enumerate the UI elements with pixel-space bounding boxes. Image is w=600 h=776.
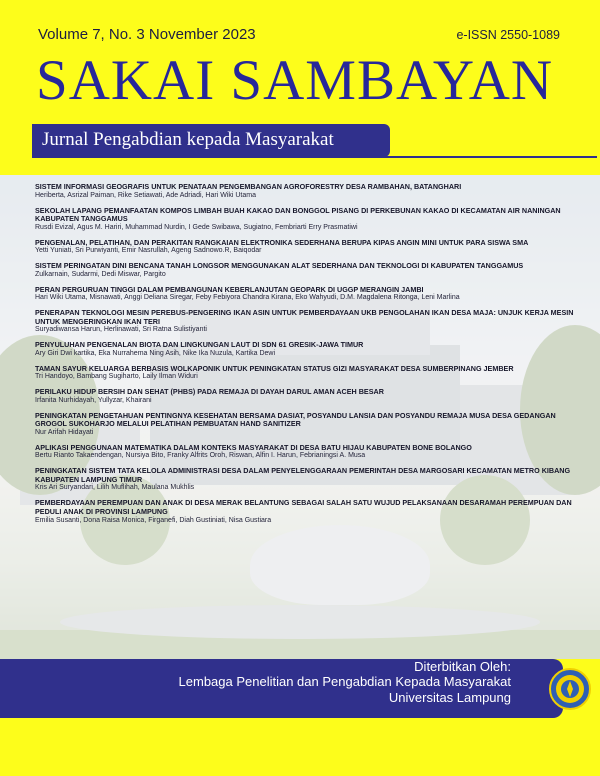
article-item (35, 341, 580, 358)
article-item (35, 207, 580, 233)
article-title: PEMBERDAYAAN PEREMPUAN DAN ANAK DI DESA MERAK BELANTUNG SEBAGAI SALAH SATU WUJUD PELAKSANAAN DESARAMAH PEREMPUAN DAN PEDULI ANAK DI PROVINSI LAMPUNG (35, 498, 572, 516)
article-authors: Hari Wiki Utama, Misnawati, Anggi Deliana Siregar, Feby Febiyora Chandra Kirana, Eko Wahyudi, D.M. Magdalena Ritonga, Leni Marlina (35, 294, 460, 302)
article-authors: Kris Ari Suryandari, Lilih Muflihah, Maulana Mukhlis (35, 484, 195, 492)
article-title: TAMAN SAYUR KELUARGA BERBASIS WOLKAPONIK UNTUK PENINGKATAN STATUS GIZI MASYARAKAT DESA SUMBERPINANG JEMBER (35, 363, 514, 373)
article-authors: Zulkarnain, Sudarmi, Dedi Miswar, Pargito (35, 270, 166, 278)
university-logo-icon (549, 667, 591, 711)
article-authors: Irfanita Nurhidayah, Yullyzar, Khairani (35, 396, 152, 404)
volume-issue: Volume 7, No. 3 November 2023 (38, 26, 256, 43)
article-title: PERAN PERGURUAN TINGGI DALAM PEMBANGUNAN KEBERLANJUTAN GEOPARK DI UGGP MERANGIN JAMBI (35, 284, 424, 294)
article-title: PENINGKATAN SISTEM TATA KELOLA ADMINISTRASI DESA DALAM PENYELENGGARAAN PEMERINTAH DESA MARGOSARI KECAMATAN METRO KIBANG KABUPATEN LAMPUNG TIMUR (35, 466, 571, 484)
article-title: PENGENALAN, PELATIHAN, DAN PERAKITAN RANGKAIAN ELEKTRONIKA SEDERHANA BERUPA KIPAS ANGIN MINI UNTUK PARA SISWA SMA (35, 237, 529, 247)
article-authors: Bertu Rianto Takaendengan, Nursiya Bito, Franky Alfrits Oroh, Riswan, Alfin I. Harun, Febrianingsi A. Musa (35, 452, 366, 460)
article-authors: Heriberta, Asrizal Paiman, Rike Setiawati, Ade Adriadi, Hari Wiki Utama (35, 191, 256, 199)
cover-header-row (0, 26, 600, 48)
article-title: PENINGKATAN PENGETAHUAN PENTINGNYA KESEHATAN BERSAMA DASIAT, POSYANDU LANSIA DAN POSYANDU REMAJA MUSA DESA GEDANGAN GROGOL SUKOHARJO MELALUI PELATIHAN PEMBUATAN HAND SANITIZER (35, 410, 556, 429)
article-authors: Ary Giri Dwi kartika, Eka Nurrahema Ning Asih, Nike Ika Nuzula, Kartika Dewi (35, 349, 276, 357)
article-authors: Emilia Susanti, Dona Raisa Monica, Firganefi, Diah Gustiniati, Nisa Gustiara (35, 516, 272, 524)
article-item (35, 286, 580, 303)
article-list (35, 183, 580, 531)
article-item (35, 388, 580, 405)
article-item (35, 183, 580, 200)
journal-subtitle: Jurnal Pengabdian kepada Masyarakat (42, 129, 334, 150)
article-item (35, 309, 580, 335)
article-title: PENERAPAN TEKNOLOGI MESIN PEREBUS-PENGERING IKAN ASIN UNTUK PEMBERDAYAAN UKB PENGOLAHAN IKAN DESA MAJA: UNJUK KERJA MESIN UNTUK MENGERINGKAN IKAN TERI (35, 308, 574, 326)
article-title: PERILAKU HIDUP BERSIH DAN SEHAT (PHBS) PADA REMAJA DI DAYAH DARUL AMAN ACEH BESAR (35, 387, 384, 397)
article-item (35, 412, 580, 438)
article-title: SISTEM PERINGATAN DINI BENCANA TANAH LONGSOR MENGGUNAKAN ALAT SEDERHANA DAN TEKNOLOGI DI KABUPATEN TANGGAMUS (35, 261, 524, 271)
article-item (35, 499, 580, 525)
article-authors: Suryadiwansa Harun, Herlinawati, Sri Ratna Sulistiyanti (35, 326, 207, 334)
university-name: Universitas Lampung (388, 690, 511, 705)
article-authors: Rusdi Evizal, Agus M. Hariri, Muhammad Nurdin, I Gede Swibawa, Sugiatno, Fembriarti Erry Prasmatiwi (35, 223, 358, 231)
publisher-bar (0, 659, 563, 718)
article-authors: Nur Arifah Hidayati (35, 428, 94, 436)
article-authors: Yetti Yuniati, Sri Purwiyanti, Emir Nasrullah, Ageng Sadnowo.R, Baiqodar (35, 247, 262, 255)
subtitle-bar (32, 124, 390, 157)
article-authors: Tri Handoyo, Bambang Sugiharto, Laily Ilman Widuri (35, 373, 198, 381)
article-item (35, 365, 580, 382)
article-item (35, 262, 580, 279)
article-item (35, 444, 580, 461)
issn: e-ISSN 2550-1089 (456, 28, 560, 42)
article-title: APLIKASI PENGGUNAAN MATEMATIKA DALAM KONTEKS MASYARAKAT DI DESA BATU HIJAU KABUPATEN BONE BOLANGO (35, 442, 472, 452)
journal-title: SAKAI SAMBAYAN (36, 49, 554, 112)
article-title: SISTEM INFORMASI GEOGRAFIS UNTUK PENATAAN PENGEMBANGAN AGROFORESTRY DESA RAMBAHAN, BATANGHARI (35, 182, 462, 191)
article-title: SEKOLAH LAPANG PEMANFAATAN KOMPOS LIMBAH BUAH KAKAO DAN BONGGOL PISANG DI PERKEBUNAN KAKAO DI KECAMATAN AIR NANINGAN KABUPATEN TANGGAMUS (35, 205, 561, 224)
article-title: PENYULUHAN PENGENALAN BIOTA DAN LINGKUNGAN LAUT DI SDN 61 GRESIK-JAWA TIMUR (35, 340, 364, 350)
article-item (35, 239, 580, 256)
published-by-label: Diterbitkan Oleh: (414, 659, 511, 674)
article-item (35, 467, 580, 493)
publisher-name: Lembaga Penelitian dan Pengabdian Kepada Masyarakat (178, 674, 511, 689)
